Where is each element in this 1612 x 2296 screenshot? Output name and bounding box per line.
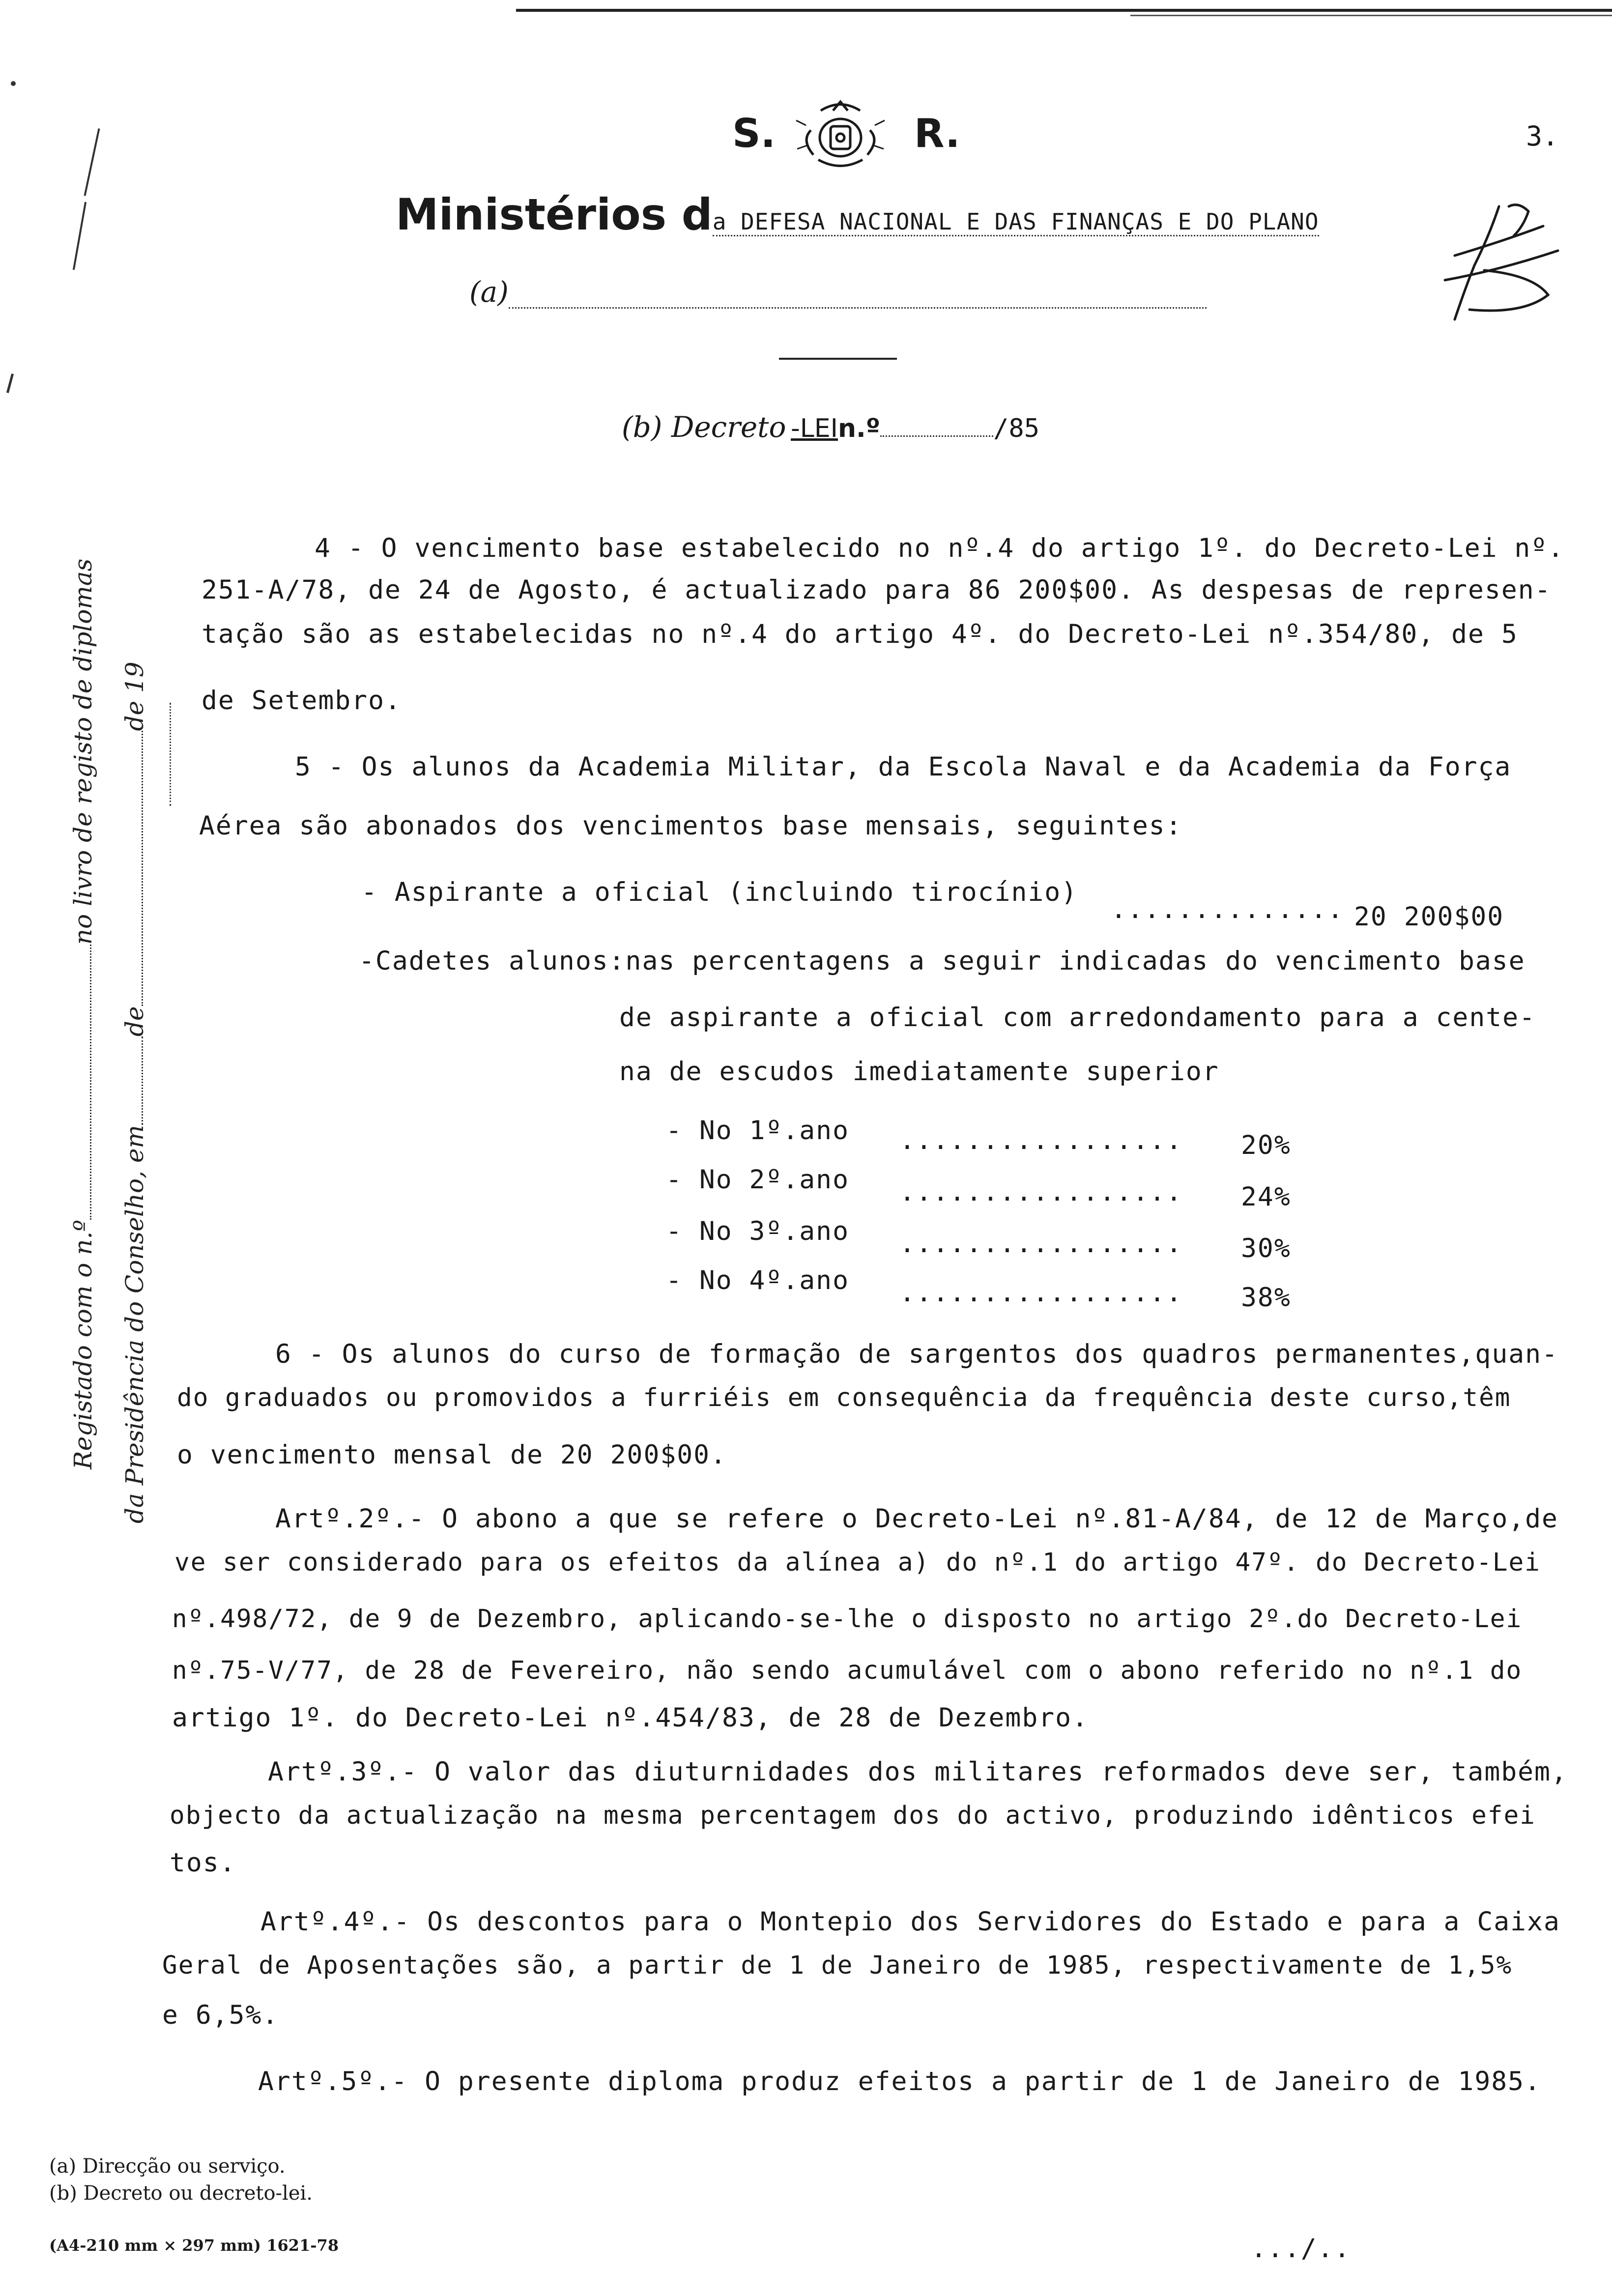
form-reference: (A4-210 mm × 297 mm) 1621-78 xyxy=(49,2236,339,2255)
year-label: - No 3º.ano xyxy=(666,1216,849,1246)
cadetes-line: de aspirante a oficial com arredondamento para a cente- xyxy=(619,1003,1536,1033)
side-note-line2b: de xyxy=(120,1006,149,1037)
header-letter-r: R. xyxy=(914,111,960,156)
art2-line: nº.75-V/77, de 28 de Fevereiro, não sendo acumulável com o abono referido no nº.1 do xyxy=(172,1656,1523,1685)
art3-line: Artº.3º.- O valor das diuturnidades dos militares reformados deve ser, também, xyxy=(268,1757,1568,1787)
margin-mark xyxy=(73,202,86,270)
art2-line: nº.498/72, de 9 de Dezembro, aplicando-se-lhe o disposto no artigo 2º.do Decreto-Lei xyxy=(172,1605,1523,1634)
decree-year: /85 xyxy=(993,414,1040,443)
side-registration-note xyxy=(69,559,97,1469)
side-presidency-note xyxy=(120,661,149,1523)
year-label: - No 2º.ano xyxy=(666,1165,849,1195)
p4-line: 251-A/78, de 24 de Agosto, é actualizado para 86 200$00. As despesas de represen- xyxy=(202,575,1552,605)
top-border-line-secondary xyxy=(1130,15,1612,16)
p5-line: 5 - Os alunos da Academia Militar, da Escola Naval e da Academia da Força xyxy=(295,752,1512,782)
aspirante-value: 20 200$00 xyxy=(1354,902,1504,932)
handwritten-signature-icon xyxy=(1425,197,1573,339)
side-note-line1b: no livro de registo de diplomas xyxy=(69,558,97,945)
p6-line: do graduados ou promovidos a furriéis em consequência da frequência deste curso,têm xyxy=(177,1383,1511,1412)
cadetes-line: na de escudos imediatamente superior xyxy=(619,1057,1219,1087)
decree-number-label: n.º xyxy=(837,414,881,443)
line-a xyxy=(469,275,1207,309)
year-dots: ................. xyxy=(899,1278,1183,1308)
p4-line: 4 - O vencimento base estabelecido no nº.4 do artigo 1º. do Decreto-Lei nº. xyxy=(315,533,1565,563)
aspirante-dots: .............. xyxy=(1111,894,1344,924)
side-note-dotted-1 xyxy=(76,945,91,1220)
art5-line: Artº.5º.- O presente diploma produz efeitos a partir de 1 de Janeiro de 1985. xyxy=(258,2066,1541,2096)
year-label: - No 1º.ano xyxy=(666,1116,849,1146)
footnote-a: (a) Direcção ou serviço. xyxy=(49,2155,286,2178)
year-dots: ................. xyxy=(899,1177,1183,1207)
footnote-b: (b) Decreto ou decreto-lei. xyxy=(49,2182,313,2205)
year-value: 20% xyxy=(1241,1130,1291,1160)
art3-line: tos. xyxy=(170,1848,236,1878)
aspirante-label: - Aspirante a oficial (incluindo tirocínio) xyxy=(361,877,1078,907)
ministry-name: a DEFESA NACIONAL E DAS FINANÇAS E DO PLANO xyxy=(713,208,1319,236)
ministry-title xyxy=(396,189,1319,240)
p6-line: o vencimento mensal de 20 200$00. xyxy=(177,1440,727,1470)
year-label: - No 4º.ano xyxy=(666,1265,849,1295)
side-note-dotted-3 xyxy=(128,731,143,1006)
decree-label: (b) Decreto xyxy=(622,410,786,444)
header-separator xyxy=(779,358,897,360)
side-note-line2: da Presidência do Conselho, em xyxy=(120,1125,149,1523)
margin-mark xyxy=(6,373,14,393)
art2-line: Artº.2º.- O abono a que se refere o Decreto-Lei nº.81-A/84, de 12 de Março,de xyxy=(275,1504,1558,1534)
page-number: 3. xyxy=(1526,120,1559,152)
cadetes-line: -Cadetes alunos:nas percentagens a seguir indicadas do vencimento base xyxy=(359,946,1526,976)
art4-line: Geral de Aposentações são, a partir de 1 de Janeiro de 1985, respectivamente de 1,5% xyxy=(162,1951,1513,1980)
decree-number-dotted xyxy=(880,421,993,437)
ministry-prefix: Ministérios d xyxy=(396,189,713,240)
side-dashed-rule xyxy=(170,703,173,806)
continuation-mark: .../.. xyxy=(1251,2234,1351,2264)
year-value: 30% xyxy=(1241,1234,1291,1263)
art3-line: objecto da actualização na mesma percentagem dos do activo, produzindo idênticos efei xyxy=(170,1801,1536,1830)
p5-line: Aérea são abonados dos vencimentos base mensais, seguintes: xyxy=(199,811,1182,841)
art4-line: e 6,5%. xyxy=(162,2000,279,2030)
p6-line: 6 - Os alunos do curso de formação de sargentos dos quadros permanentes,quan- xyxy=(275,1339,1558,1369)
decree-line xyxy=(622,410,1039,444)
year-value: 38% xyxy=(1241,1283,1291,1313)
coat-of-arms-icon xyxy=(791,96,890,174)
margin-mark xyxy=(84,128,100,196)
p4-line: tação são as estabelecidas no nº.4 do artigo 4º. do Decreto-Lei nº.354/80, de 5 xyxy=(202,619,1518,649)
year-dots: ................. xyxy=(899,1125,1183,1155)
decree-type: -LEI xyxy=(791,414,838,443)
header-letter-s: S. xyxy=(732,111,776,156)
year-dots: ................. xyxy=(899,1229,1183,1259)
margin-mark xyxy=(11,81,16,86)
art2-line: artigo 1º. do Decreto-Lei nº.454/83, de 28 de Dezembro. xyxy=(172,1703,1089,1733)
top-border-line xyxy=(516,9,1612,12)
art4-line: Artº.4º.- Os descontos para o Montepio dos Servidores do Estado e para a Caixa xyxy=(260,1907,1560,1937)
line-a-dotted xyxy=(509,287,1207,309)
art2-line: ve ser considerado para os efeitos da alínea a) do nº.1 do artigo 47º. do Decreto-Lei xyxy=(174,1548,1541,1577)
p4-line: de Setembro. xyxy=(202,686,402,716)
side-note-dotted-2 xyxy=(128,1036,143,1125)
line-a-label: (a) xyxy=(469,275,509,309)
side-note-line1: Registado com o n.º xyxy=(69,1220,97,1469)
year-value: 24% xyxy=(1241,1182,1291,1212)
side-note-line2c: de 19 xyxy=(120,661,149,731)
